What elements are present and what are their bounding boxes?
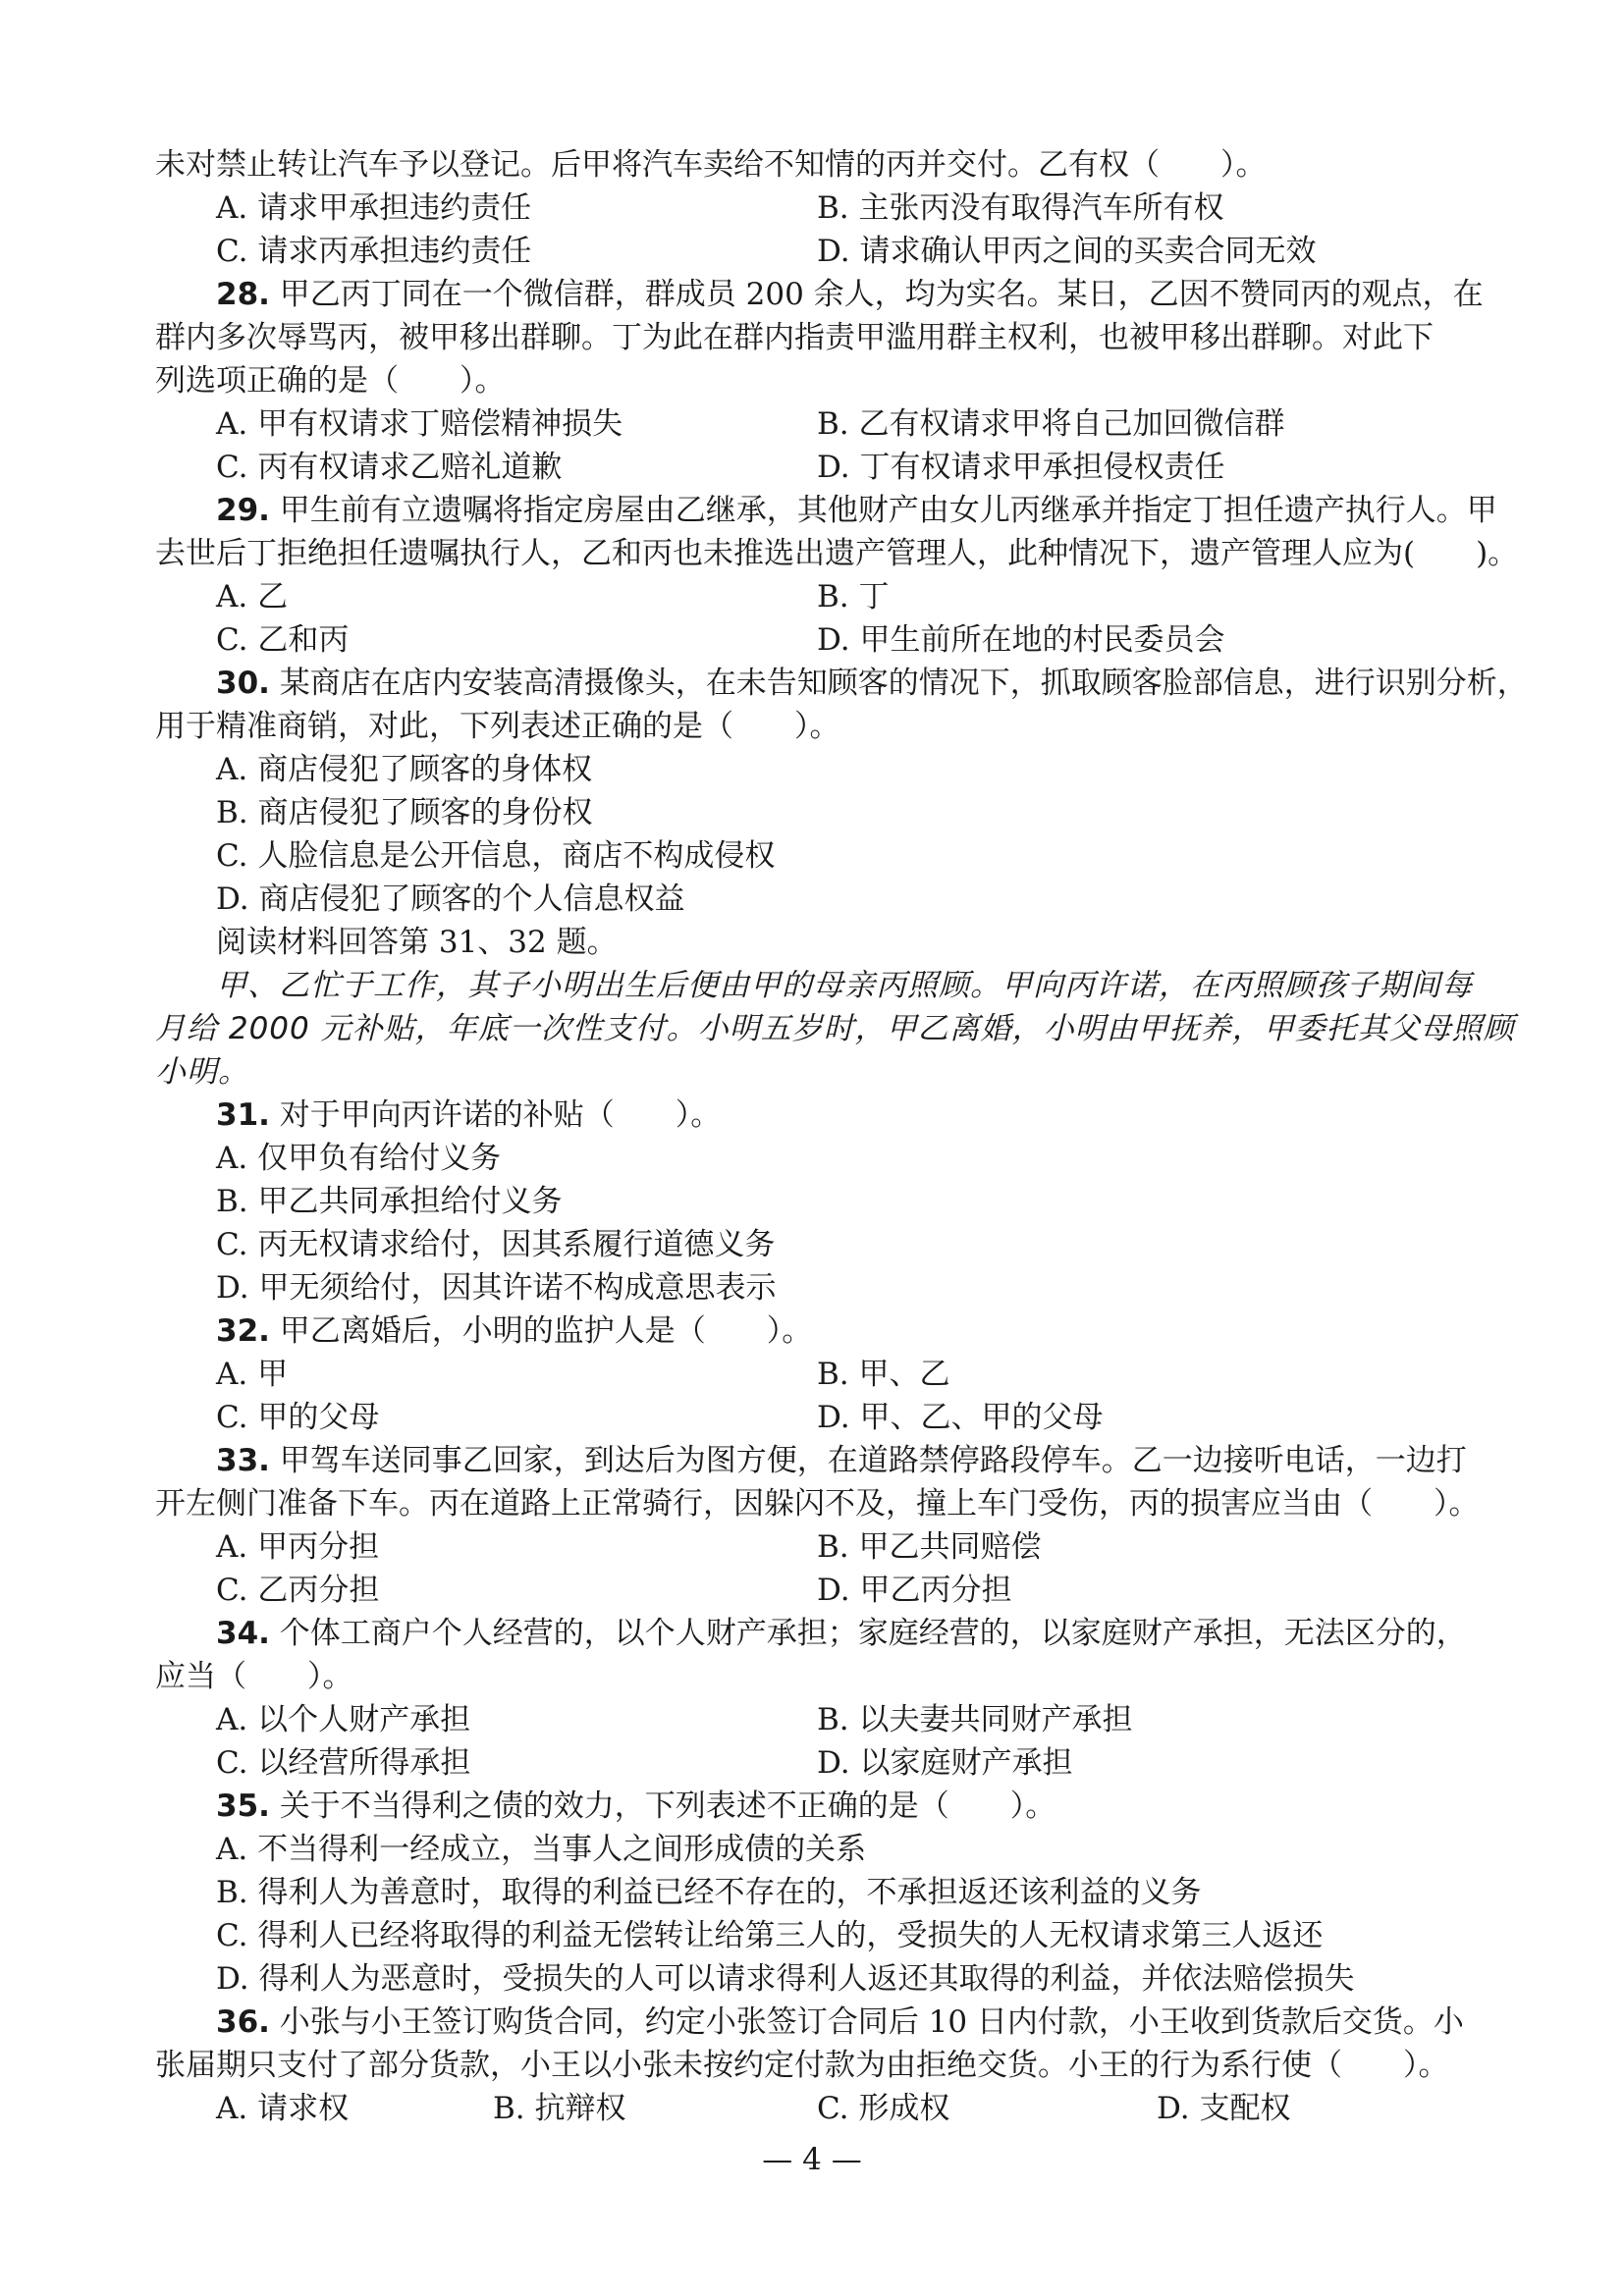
q34-option-c: C. 以经营所得承担	[216, 1745, 471, 1781]
q28-options-row-1	[216, 404, 1483, 444]
q29-option-d: D. 甲生前所在地的村民委员会	[817, 622, 1225, 658]
q28-option-d: D. 丁有权请求甲承担侵权责任	[817, 450, 1225, 485]
q30-option-d: D. 商店侵犯了顾客的个人信息权益	[216, 881, 685, 917]
q30-number: 30.	[216, 666, 270, 701]
q31-option-c: C. 丙无权请求给付，因其系履行道德义务	[216, 1227, 776, 1262]
q35-option-d: D. 得利人为恶意时，受损失的人可以请求得利人返还其取得的利益，并依法赔偿损失	[216, 1961, 1355, 1997]
q28-option-a: A. 甲有权请求丁赔偿精神损失	[216, 406, 623, 442]
q30-stem-line-1	[216, 664, 1528, 703]
q29-options-row-2	[216, 620, 1483, 660]
q29-stem-text: 甲生前有立遗嘱将指定房屋由乙继承，其他财产由女儿丙继承并指定丁担任遗产执行人。甲	[279, 493, 1497, 528]
material-line-2: 月给 2000 元补贴，年底一次性支付。小明五岁时，甲乙离婚，小明由甲抚养，甲委托其父母照顾	[155, 1011, 1515, 1046]
q27-options-row-2	[216, 232, 1483, 271]
q33-option-b: B. 甲乙共同赔偿	[817, 1529, 1042, 1565]
q29-options-row-1	[216, 577, 1483, 616]
q30-stem-line-2: 用于精准商销，对此，下列表述正确的是（ ）。	[155, 709, 840, 744]
q28-stem-line-3: 列选项正确的是（ ）。	[155, 363, 506, 399]
q33-number: 33.	[216, 1443, 270, 1478]
q28-stem-text: 甲乙丙丁同在一个微信群，群成员 200 余人，均为实名。某日，乙因不赞同丙的观点，在	[279, 277, 1484, 312]
q31-stem-text: 对于甲向丙许诺的补贴（ ）。	[279, 1097, 722, 1133]
q36-options-row	[216, 2089, 1483, 2128]
q29-option-b: B. 丁	[817, 579, 890, 614]
q28-option-b: B. 乙有权请求甲将自己加回微信群	[817, 406, 1285, 442]
q32-option-c: C. 甲的父母	[216, 1400, 380, 1435]
q36-stem-line-2: 张届期只支付了部分货款，小王以小张未按约定付款为由拒绝交货。小王的行为系行使（ ）。	[155, 2048, 1449, 2083]
q36-option-d: D. 支配权	[1157, 2091, 1291, 2126]
q35-stem	[216, 1787, 1483, 1826]
q32-option-a: A. 甲	[216, 1357, 289, 1392]
q33-stem-line-1	[216, 1441, 1483, 1480]
q32-stem	[216, 1311, 1483, 1351]
q35-option-c: C. 得利人已经将取得的利益无偿转让给第三人的，受损失的人无权请求第三人返还	[216, 1918, 1324, 1953]
q36-option-c: C. 形成权	[817, 2091, 950, 2126]
q31-number: 31.	[216, 1097, 270, 1133]
q27-options-row-1	[216, 188, 1483, 228]
material-line-1: 甲、乙忙于工作，其子小明出生后便由甲的母亲丙照顾。甲向丙许诺，在丙照顾孩子期间每	[216, 968, 1473, 1003]
q31-stem	[216, 1095, 1483, 1135]
q30-option-c: C. 人脸信息是公开信息，商店不构成侵权	[216, 838, 776, 874]
q32-stem-text: 甲乙离婚后，小明的监护人是（ ）。	[279, 1313, 813, 1349]
q34-number: 34.	[216, 1616, 270, 1651]
q33-stem-line-2: 开左侧门准备下车。丙在道路上正常骑行，因躲闪不及，撞上车门受伤，丙的损害应当由（ ）。	[155, 1486, 1480, 1522]
q35-option-a: A. 不当得利一经成立，当事人之间形成债的关系	[216, 1832, 867, 1867]
q28-stem-line-2: 群内多次辱骂丙，被甲移出群聊。丁为此在群内指责甲滥用群主权利，也被甲移出群聊。对此下	[155, 320, 1434, 355]
q27-stem-tail: 未对禁止转让汽车予以登记。后甲将汽车卖给不知情的丙并交付。乙有权（ ）。	[155, 147, 1267, 183]
q27-option-d: D. 请求确认甲丙之间的买卖合同无效	[817, 234, 1317, 269]
q33-option-a: A. 甲丙分担	[216, 1529, 380, 1565]
q28-number: 28.	[216, 277, 270, 312]
q35-stem-text: 关于不当得利之债的效力，下列表述不正确的是（ ）。	[279, 1789, 1056, 1824]
q36-number: 36.	[216, 2004, 270, 2040]
q29-stem-line-2: 去世后丁拒绝担任遗嘱执行人，乙和丙也未推选出遗产管理人，此种情况下，遗产管理人应为( )。	[155, 536, 1519, 571]
q30-option-b: B. 商店侵犯了顾客的身份权	[216, 795, 593, 830]
q27-option-b: B. 主张丙没有取得汽车所有权	[817, 190, 1224, 226]
q33-option-d: D. 甲乙丙分担	[817, 1573, 1012, 1608]
q33-stem-text: 甲驾车送同事乙回家，到达后为图方便，在道路禁停路段停车。乙一边接听电话，一边打	[279, 1443, 1467, 1478]
q29-number: 29.	[216, 493, 270, 528]
q33-option-c: C. 乙丙分担	[216, 1573, 380, 1608]
q33-options-row-2	[216, 1571, 1483, 1610]
q34-stem-line-2: 应当（ ）。	[155, 1659, 353, 1694]
q28-stem-line-1	[216, 275, 1483, 314]
q27-option-a: A. 请求甲承担违约责任	[216, 190, 532, 226]
q35-option-b: B. 得利人为善意时，取得的利益已经不存在的，不承担返还该利益的义务	[216, 1875, 1202, 1910]
q29-option-c: C. 乙和丙	[216, 622, 350, 658]
q28-options-row-2	[216, 448, 1483, 487]
q34-options-row-2	[216, 1743, 1483, 1783]
q30-option-a: A. 商店侵犯了顾客的身体权	[216, 752, 593, 787]
q31-option-b: B. 甲乙共同承担给付义务	[216, 1184, 563, 1219]
q36-stem-line-1	[216, 2002, 1483, 2042]
reading-instruction: 阅读材料回答第 31、32 题。	[216, 925, 618, 960]
q27-option-c: C. 请求丙承担违约责任	[216, 234, 532, 269]
q34-option-d: D. 以家庭财产承担	[817, 1745, 1073, 1781]
page-number: — 4 —	[762, 2142, 862, 2177]
q28-option-c: C. 丙有权请求乙赔礼道歉	[216, 450, 563, 485]
q34-option-a: A. 以个人财产承担	[216, 1702, 471, 1737]
q36-option-a: A. 请求权	[216, 2091, 350, 2126]
q32-option-d: D. 甲、乙、甲的父母	[817, 1400, 1104, 1435]
q34-option-b: B. 以夫妻共同财产承担	[817, 1702, 1133, 1737]
material-line-3: 小明。	[155, 1054, 249, 1090]
q36-stem-text: 小张与小王签订购货合同，约定小张签订合同后 10 日内付款，小王收到货款后交货。小	[279, 2004, 1464, 2040]
q30-stem-text: 某商店在店内安装高清摄像头，在未告知顾客的情况下，抓取顾客脸部信息，进行识别分析，	[279, 666, 1528, 701]
q32-options-row-2	[216, 1398, 1483, 1437]
q35-number: 35.	[216, 1789, 270, 1824]
q29-stem-line-1	[216, 491, 1497, 530]
q36-option-b: B. 抗辩权	[493, 2091, 626, 2126]
q34-options-row-1	[216, 1700, 1483, 1739]
q33-options-row-1	[216, 1527, 1483, 1567]
q32-number: 32.	[216, 1313, 270, 1349]
q31-option-a: A. 仅甲负有给付义务	[216, 1141, 502, 1176]
q31-option-d: D. 甲无须给付，因其许诺不构成意思表示	[216, 1270, 777, 1306]
q32-option-b: B. 甲、乙	[817, 1357, 950, 1392]
q29-option-a: A. 乙	[216, 579, 289, 614]
q34-stem-text: 个体工商户个人经营的，以个人财产承担；家庭经营的，以家庭财产承担，无法区分的，	[279, 1616, 1467, 1651]
q32-options-row-1	[216, 1355, 1483, 1394]
q34-stem-line-1	[216, 1614, 1483, 1653]
